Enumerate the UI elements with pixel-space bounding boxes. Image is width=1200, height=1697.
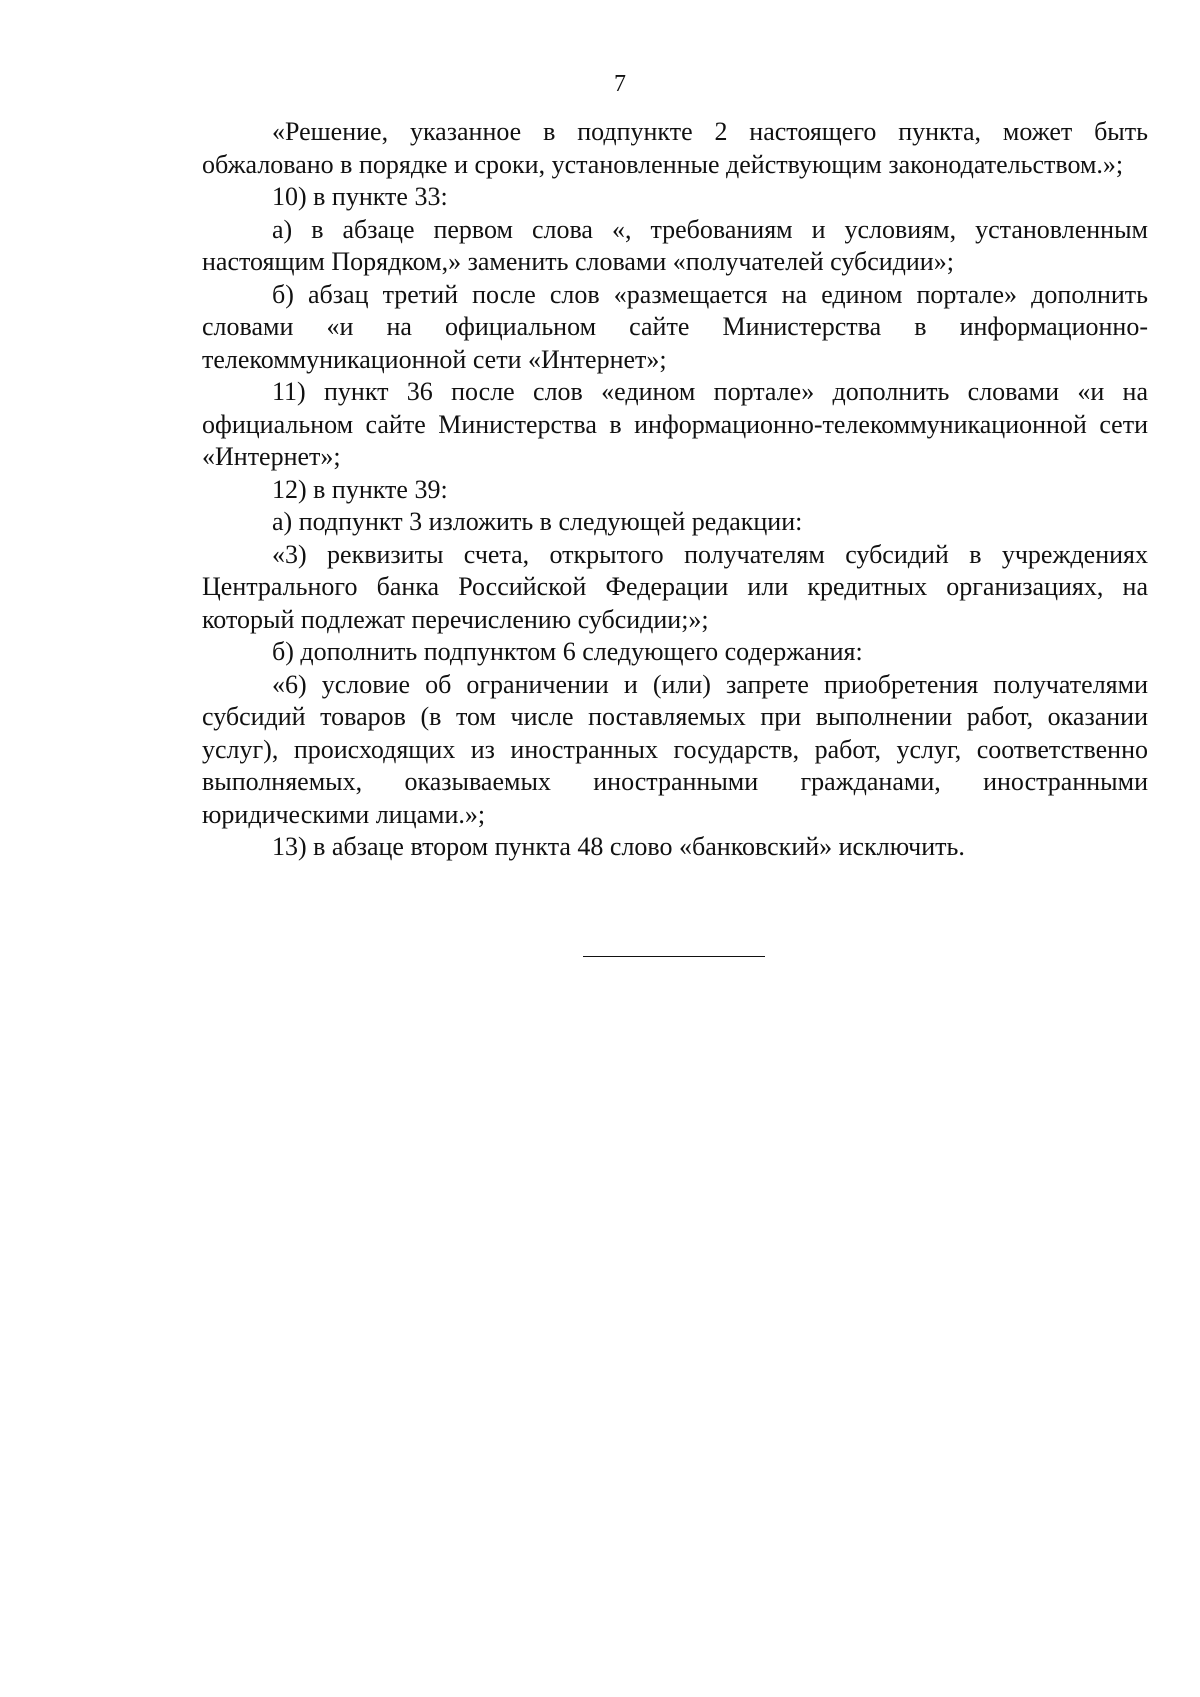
paragraph: а) в абзаце первом слова «, требованиям и условиям, установленным настоящим Порядком,» заменить словами «получателей субсидии»; — [202, 214, 1148, 276]
paragraph: 11) пункт 36 после слов «едином портале» дополнить словами «и на официальном сайте Министерства в информационно-телекоммуникационной сети «Интернет»; — [202, 377, 1148, 471]
paragraph: а) подпункт 3 изложить в следующей редакции: — [272, 507, 803, 536]
paragraph: «3) реквизиты счета, открытого получателям субсидий в учреждениях Центрального банка Российской Федерации или кредитных организациях, на который подлежат перечислению субсидии;»; — [202, 539, 1148, 634]
document-body — [202, 116, 1148, 864]
paragraph: «6) условие об ограничении и (или) запрете приобретения получателями субсидий товаров (в том числе поставляемых при выполнении работ, оказании услуг), происходящих из иностранных государств, работ, услуг, соответственно выполняемых, оказываемых иностранными гражданами, иностранными юридическими лицами.»; — [202, 669, 1148, 829]
paragraph: 10) в пункте 33: — [272, 182, 448, 211]
paragraph: «Решение, указанное в подпункте 2 настоящего пункта, может быть обжаловано в порядке и сроки, установленные действующим законодательством.»; — [202, 117, 1148, 179]
paragraph: б) абзац третий после слов «размещается на едином портале» дополнить словами «и на официальном сайте Министерства в информационно-телекоммуникационной сети «Интернет»; — [202, 279, 1148, 374]
paragraph: 12) в пункте 39: — [272, 474, 448, 504]
paragraph: 13) в абзаце втором пункта 48 слово «банковский» исключить. — [272, 832, 965, 861]
end-separator-line — [583, 956, 765, 957]
paragraph: б) дополнить подпунктом 6 следующего содержания: — [272, 637, 863, 666]
page-number: 7 — [614, 71, 626, 97]
